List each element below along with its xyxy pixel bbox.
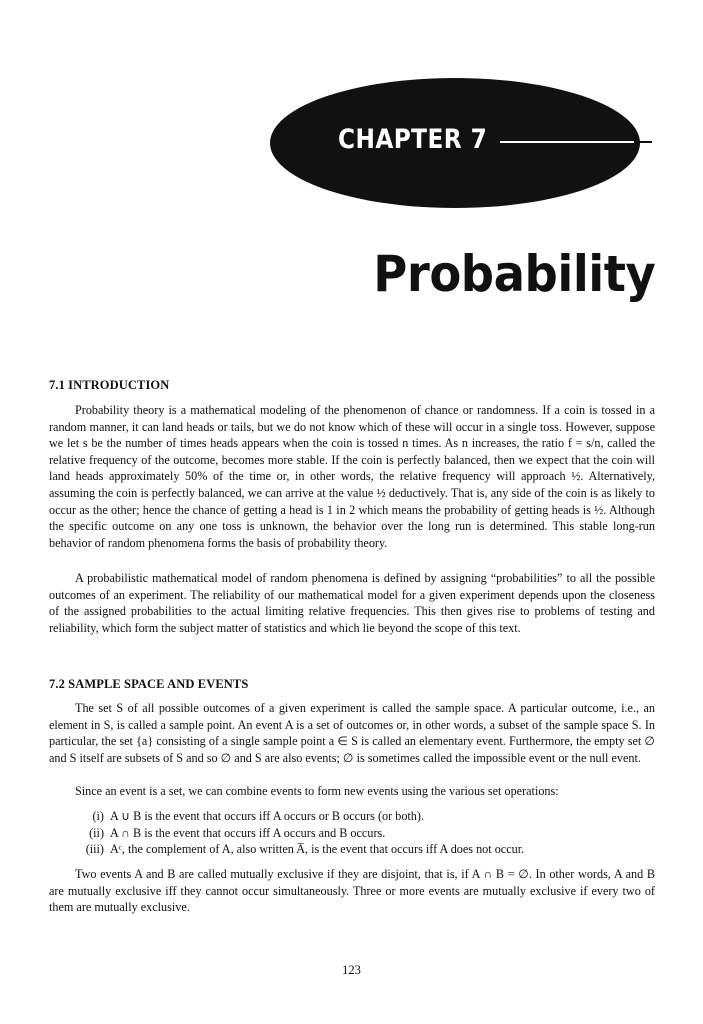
list-item-number: (iii) bbox=[85, 842, 104, 857]
list-item-number: (ii) bbox=[89, 825, 104, 840]
page-number: 123 bbox=[342, 963, 361, 977]
chapter-title: Probability bbox=[372, 245, 655, 303]
chapter-label: CHAPTER 7 bbox=[338, 124, 488, 155]
intro-paragraph-2: A probabilistic mathematical model of random phenomena is defined by assigning “probabilities” to all the possible outcomes of an experiment. The reliability of our mathematical model for a given experiment depends upon the closeness of the assigned probabilities to the actual limiting relative frequencies. This then gives rise to problems of testing and reliability, which form the subject matter of statistics and which lie beyond the scope of this text. bbox=[49, 571, 655, 635]
section-heading-sample-space: 7.2 SAMPLE SPACE AND EVENTS bbox=[49, 677, 249, 691]
intro-paragraph-1: Probability theory is a mathematical modeling of the phenomenon of chance or randomness. If a coin is tossed in a random manner, it can land heads or tails, but we do not know which of these will occur in a single toss. However, suppose we let s be the number of times heads appears when the coin is tossed n times. As n increases, the ratio f = s/n, called the relative frequency of the outcome, becomes more stable. If the coin is perfectly balanced, then we expect that the coin will land heads approximately 50% of the time or, in other words, the relative frequency will approach ½. Alternatively, assuming the coin is perfectly balanced, we can arrive at the value ½ deductively. That is, any side of the coin is as likely to occur as the other; hence the chance of getting a head is 1 in 2 which means the probability of getting heads is ½. Although the specific outcome on any one toss is unknown, the behavior over the long run is determined. This stable long-run behavior of random phenomena forms the basis of probability theory. bbox=[49, 403, 655, 550]
list-item bbox=[76, 825, 656, 842]
list-item-text: A ∩ B is the event that occurs iff A occurs and B occurs. bbox=[110, 825, 386, 840]
set-operations-list bbox=[76, 808, 656, 858]
list-item bbox=[76, 841, 656, 858]
chapter-banner-rule bbox=[500, 141, 650, 143]
list-item-text: A ∪ B is the event that occurs iff A occurs or B occurs (or both). bbox=[110, 809, 424, 823]
section-heading-introduction: 7.1 INTRODUCTION bbox=[49, 378, 170, 392]
chapter-banner-rule-tail bbox=[634, 141, 652, 143]
list-item-text: Aᶜ, the complement of A, also written A̅, is the event that occurs iff A does not occur. bbox=[110, 842, 525, 857]
sample-space-paragraph-2: Since an event is a set, we can combine events to form new events using the various set operations: bbox=[75, 784, 559, 798]
sample-space-paragraph-3: Two events A and B are called mutually exclusive if they are disjoint, that is, if A ∩ B = ∅. In other words, A and B are mutually exclusive iff they cannot occur simultaneously. Three or more events are mutually exclusive if every two of them are mutually exclusive. bbox=[49, 867, 655, 915]
list-item bbox=[76, 808, 656, 825]
list-item-number: (i) bbox=[92, 809, 104, 823]
sample-space-paragraph-1: The set S of all possible outcomes of a given experiment is called the sample space. A particular outcome, i.e., an element in S, is called a sample point. An event A is a set of outcomes or, in other words, a subset of the sample space S. In particular, the set {a} consisting of a single sample point a ∈ S is called an elementary event. Furthermore, the empty set ∅ and S itself are subsets of S and so ∅ and S are also events; ∅ is sometimes called the impossible event or the null event. bbox=[49, 701, 655, 765]
